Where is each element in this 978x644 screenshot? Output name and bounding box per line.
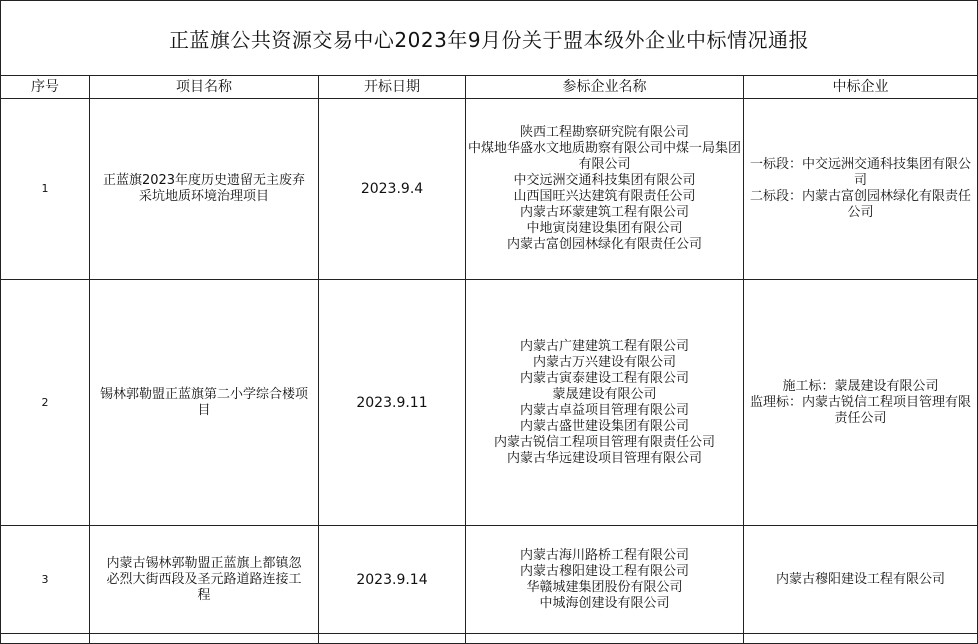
bid-result-table: [0, 75, 978, 644]
participant: 内蒙古万兴建设有限公司: [532, 354, 676, 370]
participant: 陕西工程勘察研究院有限公司: [519, 125, 689, 140]
header-no: 序号: [1, 76, 90, 99]
participant: 中城海创建设有限公司: [539, 595, 670, 611]
participant: 中煤地华盛水文地质勘察有限公司中煤一局集团有限公司: [468, 141, 742, 172]
participant: 内蒙古锐信工程项目管理有限责任公司: [493, 434, 715, 450]
participant-list: [466, 280, 744, 526]
project-name: 正蓝旗2023年度历史遗留无主废弃采坑地质环境治理项目: [90, 99, 319, 280]
participant-list: [466, 99, 744, 280]
participant: 内蒙古广建建筑工程有限公司: [519, 338, 689, 354]
project-name: 内蒙古锡林郭勒盟正蓝旗上都镇忽必烈大街西段及圣元路道路连接工程: [90, 526, 319, 634]
winner-list: [744, 99, 978, 280]
participant: 中交远洲交通科技集团有限公司: [513, 173, 696, 188]
bid-date: 2023.9.4: [319, 99, 466, 280]
document-title: 正蓝旗公共资源交易中心2023年9月份关于盟本级外企业中标情况通报: [168, 28, 810, 52]
bid-date: 2023.9.14: [319, 526, 466, 634]
participant: 内蒙古寅泰建设工程有限公司: [519, 370, 689, 386]
table-row-partial: [1, 634, 978, 644]
winner-list: [744, 526, 978, 634]
participant: 中地寅岗建设集团有限公司: [526, 221, 683, 236]
table-header-row: [1, 76, 978, 99]
winner: 内蒙古穆阳建设工程有限公司: [775, 571, 945, 587]
bid-date: 2023.9.11: [319, 280, 466, 526]
project-name: 锡林郭勒盟正蓝旗第二小学综合楼项目: [90, 280, 319, 526]
header-date: 开标日期: [319, 76, 466, 99]
participant: 内蒙古盛世建设集团有限公司: [519, 418, 689, 434]
participant: 内蒙古穆阳建设工程有限公司: [519, 563, 689, 579]
title-bar: [0, 0, 978, 76]
header-participants: 参标企业名称: [466, 76, 744, 99]
participant: 内蒙古环蒙建筑工程有限公司: [519, 205, 689, 220]
table-row: [1, 280, 978, 526]
participant: 内蒙古富创园林绿化有限责任公司: [506, 237, 702, 252]
participant-list: [466, 526, 744, 634]
winner: 一标段：中交远洲交通科技集团有限公司: [749, 157, 971, 188]
winner: 二标段：内蒙古富创园林绿化有限责任公司: [749, 189, 971, 220]
table-row: [1, 99, 978, 280]
header-winners: 中标企业: [744, 76, 978, 99]
table-row: [1, 526, 978, 634]
winner: 施工标：蒙晟建设有限公司: [782, 378, 939, 394]
row-number: 2: [1, 280, 90, 526]
header-project: 项目名称: [90, 76, 319, 99]
row-number: 3: [1, 526, 90, 634]
participant: 内蒙古卓益项目管理有限公司: [519, 402, 689, 418]
winner-list: [744, 280, 978, 526]
participant: 内蒙古海川路桥工程有限公司: [519, 547, 689, 563]
participant: 山西国旺兴达建筑有限责任公司: [513, 189, 696, 204]
winner: 监理标：内蒙古锐信工程项目管理有限责任公司: [749, 394, 971, 426]
participant: 内蒙古华远建设项目管理有限公司: [506, 450, 702, 466]
participant: 蒙晟建设有限公司: [552, 386, 657, 402]
row-number: 1: [1, 99, 90, 280]
participant: 华赣城建集团股份有限公司: [526, 579, 683, 595]
